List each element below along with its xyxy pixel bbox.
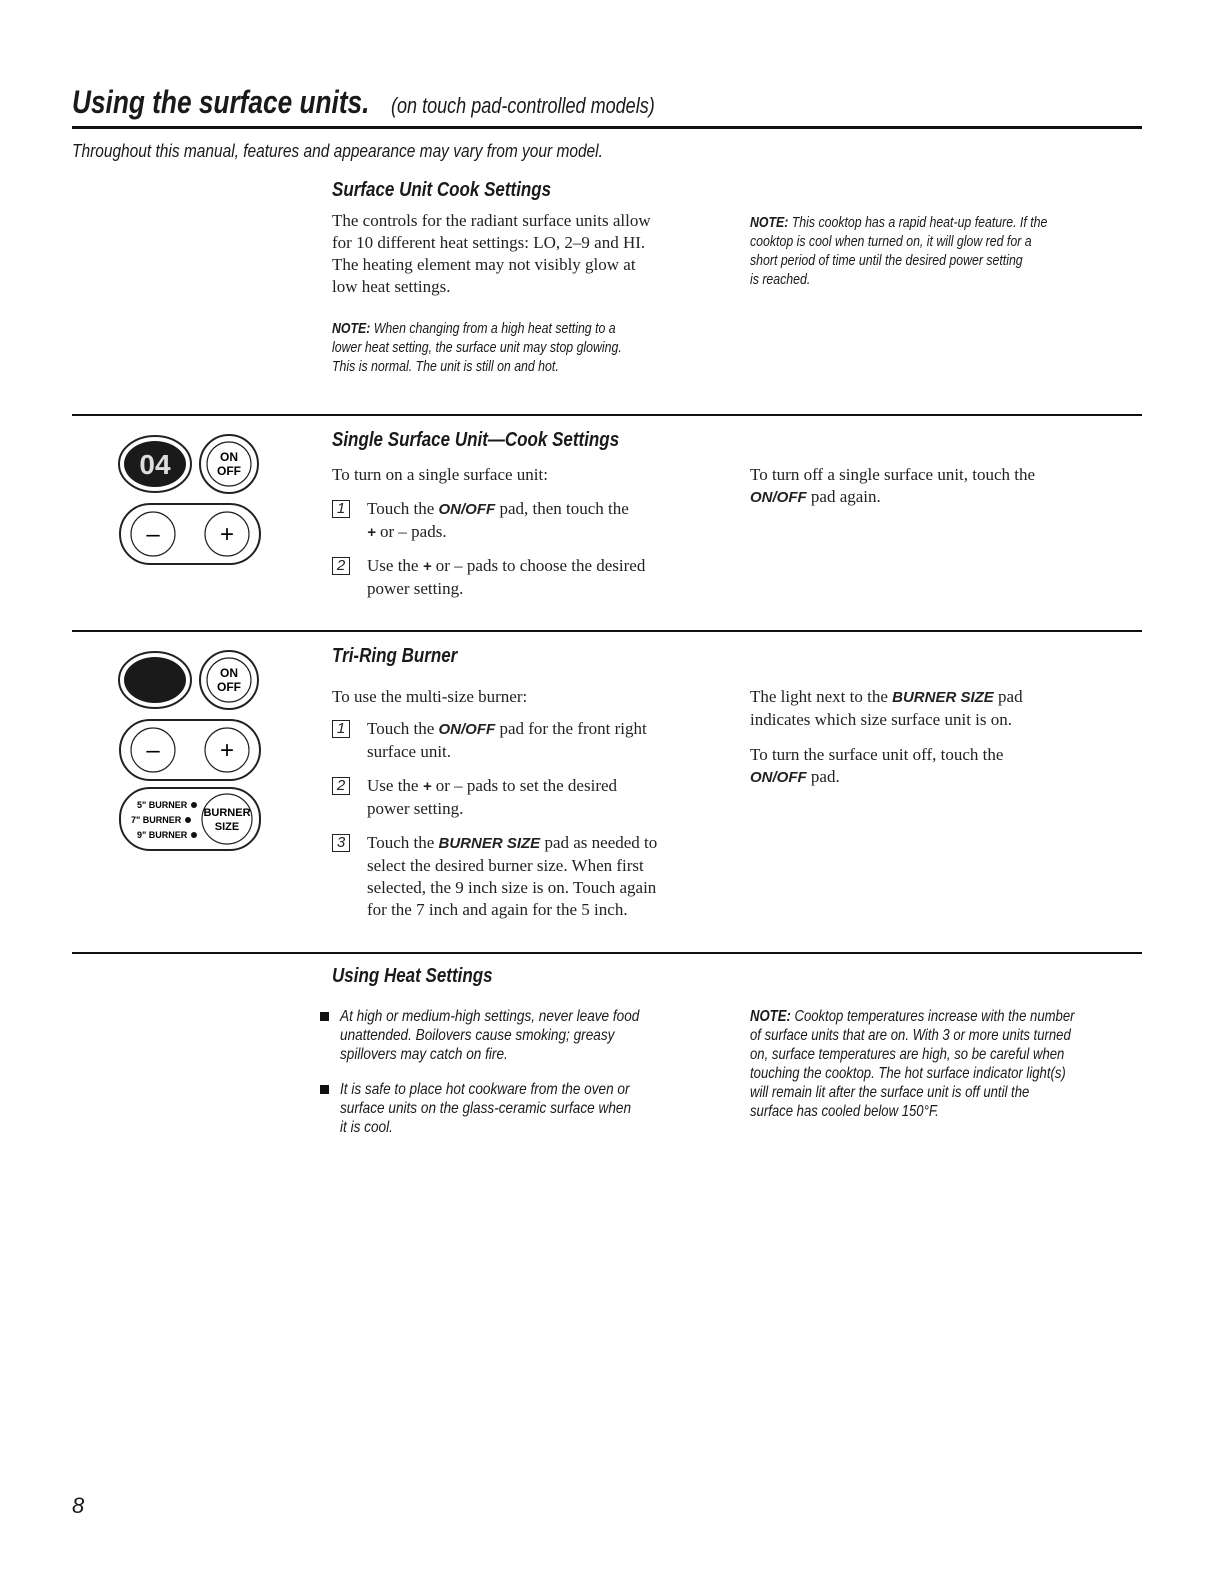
bullet-icon <box>320 1012 329 1021</box>
note-label: NOTE: <box>332 321 371 337</box>
single-unit-control-panel <box>115 432 265 572</box>
step-text: Use the <box>367 776 419 795</box>
off-label: OFF <box>217 680 241 694</box>
tri-ring-control-panel <box>115 648 265 858</box>
step-text: pad as needed to <box>544 833 658 852</box>
size-label: SIZE <box>214 821 240 833</box>
indicator-light <box>191 802 197 808</box>
on-off-label: ON/OFF <box>438 501 496 518</box>
bullet-line: surface units on the glass-ceramic surface when <box>340 1100 632 1117</box>
note-line: When changing from a high heat setting to a <box>373 321 616 337</box>
title-main: Using the surface units. <box>72 84 370 120</box>
heat-bullet-1 <box>340 1006 692 1065</box>
plus-label: + <box>367 524 376 541</box>
note-line: This is normal. The unit is still on and hot. <box>332 359 559 375</box>
on-off-label: ON/OFF <box>750 769 807 786</box>
step-number: 2 <box>332 557 350 575</box>
section-heading-tri-ring: Tri-Ring Burner <box>332 645 458 667</box>
cook-settings-note <box>332 320 673 377</box>
bullet-line: unattended. Boilovers cause smoking; greasy <box>340 1027 615 1044</box>
section-divider <box>72 952 1142 954</box>
burner-label: BURNER <box>203 807 251 819</box>
body-line: To turn off a single surface unit, touch the <box>750 465 1036 484</box>
display-pad <box>119 436 191 492</box>
size-indicator-9: 9" BURNER <box>137 830 188 840</box>
display-pad <box>119 652 191 708</box>
step-number: 3 <box>332 834 350 852</box>
size-indicator-5: 5" BURNER <box>137 800 188 810</box>
note-line: Cooktop temperatures increase with the number <box>794 1008 1075 1025</box>
note-line: touching the cooktop. The hot surface indicator light(s) <box>750 1065 1066 1082</box>
bullet-line: it is cool. <box>340 1119 393 1136</box>
bullet-line: spillovers may catch on fire. <box>340 1046 508 1063</box>
minus-icon: – <box>146 737 160 764</box>
on-off-label: ON/OFF <box>750 489 807 506</box>
note-label: NOTE: <box>750 1008 791 1025</box>
single-unit-off-text <box>750 464 1035 509</box>
step-text: select the desired burner size. When first <box>367 856 644 875</box>
step-text: surface unit. <box>367 742 452 761</box>
bullet-line: At high or medium-high settings, never leave food <box>340 1008 640 1025</box>
section-heading-single-unit: Single Surface Unit—Cook Settings <box>332 429 620 451</box>
step-text: or – pads. <box>380 522 447 541</box>
indicator-light <box>185 817 191 823</box>
page-title <box>72 84 712 121</box>
cook-settings-body <box>332 210 651 298</box>
on-label: ON <box>220 666 238 680</box>
plus-icon: + <box>219 521 235 548</box>
section-heading-heat-settings: Using Heat Settings <box>332 965 493 987</box>
single-unit-intro: To turn on a single surface unit: <box>332 465 548 484</box>
note-line: on, surface temperatures are high, so be careful when <box>750 1046 1065 1063</box>
note-line: This cooktop has a rapid heat-up feature. If the <box>791 215 1048 231</box>
bullet-line: It is safe to place hot cookware from the oven or <box>340 1081 630 1098</box>
step-text: Use the <box>367 556 419 575</box>
step-text: Touch the <box>367 833 435 852</box>
plus-icon: + <box>219 737 235 764</box>
body-line: low heat settings. <box>332 277 451 296</box>
on-off-pad <box>200 651 258 709</box>
minus-plus-pad <box>120 720 260 780</box>
note-line: will remain lit after the surface unit is off until the <box>750 1084 1030 1101</box>
step-text: for the 7 inch and again for the 5 inch. <box>367 900 628 919</box>
tri-step-2 <box>332 775 732 825</box>
body-line: pad again. <box>810 487 881 506</box>
body-line: pad <box>998 687 1023 706</box>
body-line: The heating element may not visibly glow at <box>332 255 636 274</box>
bullet-icon <box>320 1085 329 1094</box>
step-number: 1 <box>332 720 350 738</box>
tri-ring-right-text <box>750 686 1023 789</box>
body-line: The light next to the <box>750 687 888 706</box>
on-off-label: ON/OFF <box>438 721 496 738</box>
heat-bullet-2 <box>340 1079 682 1138</box>
step-number: 1 <box>332 500 350 518</box>
body-line: for 10 different heat settings: LO, 2–9 and HI. <box>332 233 646 252</box>
body-line: The controls for the radiant surface units allow <box>332 211 651 230</box>
page-number: 8 <box>72 1493 85 1518</box>
single-step-1 <box>332 498 732 548</box>
step-text: selected, the 9 inch size is on. Touch again <box>367 878 657 897</box>
note-line: lower heat setting, the surface unit may stop glowing. <box>332 340 622 356</box>
section-heading-cook-settings: Surface Unit Cook Settings <box>332 179 552 201</box>
step-text: or – pads to set the desired <box>435 776 618 795</box>
tri-step-1 <box>332 718 732 768</box>
step-text: power setting. <box>367 799 464 818</box>
note-line: cooktop is cool when turned on, it will glow red for a <box>750 234 1032 250</box>
step-text: pad, then touch the <box>499 499 629 518</box>
step-text: or – pads to choose the desired <box>435 556 646 575</box>
step-text: pad for the front right <box>499 719 647 738</box>
body-line: pad. <box>810 767 840 786</box>
burner-size-pad <box>120 788 260 850</box>
step-text: Touch the <box>367 499 435 518</box>
tri-step-3 <box>332 832 752 927</box>
on-off-pad <box>200 435 258 493</box>
section-divider <box>72 414 1142 416</box>
minus-icon: – <box>146 521 160 548</box>
step-text: power setting. <box>367 579 464 598</box>
rapid-heat-note <box>750 214 1100 290</box>
note-line: surface has cooled below 150°F. <box>750 1103 939 1120</box>
size-indicator-7: 7" BURNER <box>131 815 182 825</box>
off-label: OFF <box>217 464 241 478</box>
note-line: is reached. <box>750 272 811 288</box>
minus-plus-pad <box>120 504 260 564</box>
step-number: 2 <box>332 777 350 795</box>
section-divider <box>72 630 1142 632</box>
heat-settings-note <box>750 1006 1146 1122</box>
title-sub: (on touch pad-controlled models) <box>390 93 655 118</box>
note-label: NOTE: <box>750 215 789 231</box>
note-line: short period of time until the desired power setting <box>750 253 1023 269</box>
plus-label: + <box>422 778 432 795</box>
step-text: Touch the <box>367 719 435 738</box>
single-step-2 <box>332 555 732 605</box>
note-line: of surface units that are on. With 3 or more units turned <box>750 1027 1071 1044</box>
indicator-light <box>191 832 197 838</box>
body-line: indicates which size surface unit is on. <box>750 710 1013 729</box>
body-line: To turn the surface unit off, touch the <box>750 745 1004 764</box>
tri-ring-intro: To use the multi-size burner: <box>332 687 528 706</box>
page-subtitle: Throughout this manual, features and appearance may vary from your model. <box>72 141 603 161</box>
plus-label: + <box>422 558 432 575</box>
on-label: ON <box>220 450 238 464</box>
display-readout: 04 <box>139 449 171 480</box>
burner-size-label: BURNER SIZE <box>892 689 994 706</box>
burner-size-label: BURNER SIZE <box>438 835 541 852</box>
title-rule <box>72 126 1142 129</box>
